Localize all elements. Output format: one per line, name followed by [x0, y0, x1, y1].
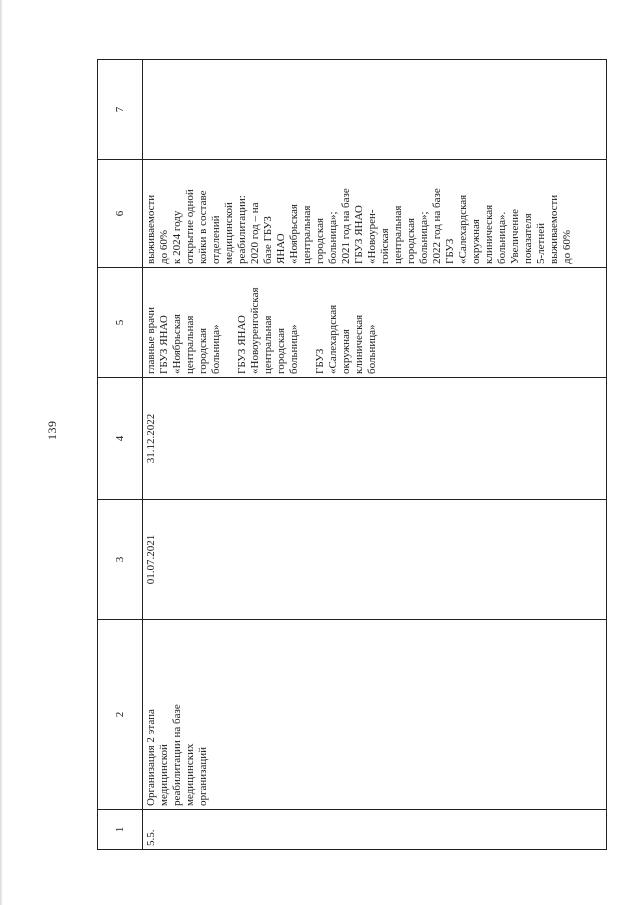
- cell-responsible: главные врачи ГБУЗ ЯНАО «Ноябрьская центральная городская больница» ГБУЗ ЯНАО «Новоуренгойская центральная городская больница» ГБУЗ «Салехардская окружная клиническая больница»: [143, 268, 607, 378]
- header-col-1: 1: [98, 810, 143, 850]
- cell-col-7: [143, 60, 607, 160]
- header-col-3: 3: [98, 500, 143, 620]
- cell-item-number: 5.5.: [143, 810, 607, 850]
- cell-start-date: 01.07.2021: [143, 500, 607, 620]
- header-col-7: 7: [98, 60, 143, 160]
- cell-task: Организация 2 этапа медицинской реабилитации на базе медицинских организаций: [143, 620, 607, 810]
- header-col-4: 4: [98, 378, 143, 500]
- header-col-2: 2: [98, 620, 143, 810]
- page-number: 139: [45, 420, 59, 440]
- table-row: [143, 60, 607, 850]
- scan-edge: [0, 0, 3, 905]
- cell-end-date: 31.12.2022: [143, 378, 607, 500]
- header-col-5: 5: [98, 268, 143, 378]
- cell-result: выживаемости до 60% к 2024 году открытие одной койки в составе отделений медицинской реабилитации: 2020 год – на базе ГБУЗ ЯНАО «Ноябрьская центральная городская больница»; 2021 год на базе ГБУЗ ЯНАО «Новоурен- гойская центральная городская больница»; 2022 год на базе ГБУЗ «Салехардская окружная клиническая больница». Увеличение показателя 5-летней выживаемости до 60%: [143, 160, 607, 268]
- plan-table: [97, 59, 607, 850]
- header-col-6: 6: [98, 160, 143, 268]
- table-header-row: [98, 60, 143, 850]
- rotated-table-wrapper: [97, 60, 607, 850]
